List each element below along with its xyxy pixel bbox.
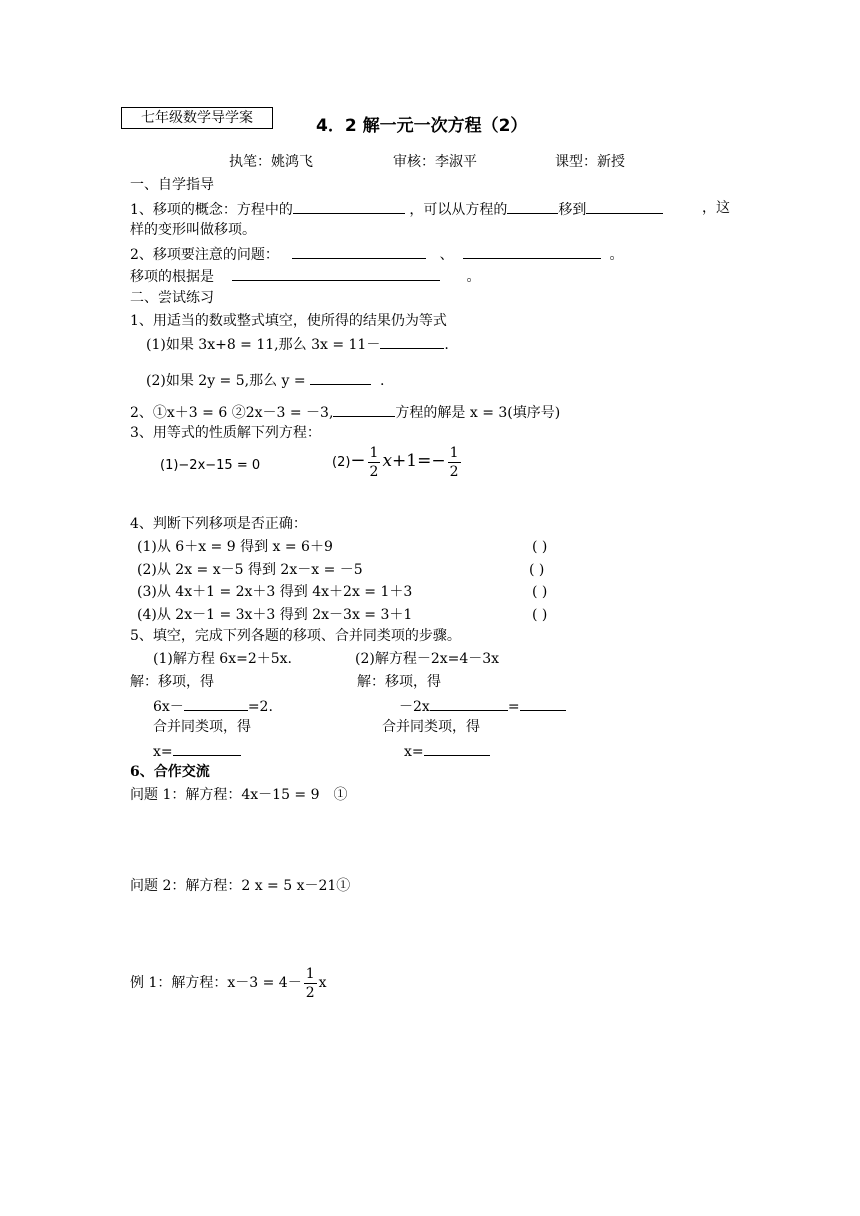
s5-left-x-label: x= — [153, 744, 173, 760]
s5-left-eq-a: 6x－ — [153, 699, 184, 715]
section6-heading: 6、合作交流 — [130, 764, 210, 780]
blank-p1-1[interactable] — [380, 334, 444, 349]
blank-s5-right-eq-2[interactable] — [520, 696, 566, 711]
judge-item-4: (4)从 2x－1 = 3x＋3 得到 2x－3x = 3＋1 — [137, 607, 413, 623]
q2-text: 2、移项要注意的问题： — [130, 247, 279, 263]
blank-p1-2[interactable] — [310, 370, 371, 385]
s5-left-merge: 合并同类项，得 — [153, 719, 251, 735]
fraction-denominator: 2 — [449, 463, 459, 480]
blank-q1-3[interactable] — [586, 199, 663, 214]
blank-q1-2[interactable] — [507, 199, 558, 214]
fraction-numerator: 1 — [369, 444, 379, 461]
q1-text-d: ，这 — [702, 200, 730, 216]
p1-2-line — [146, 370, 384, 390]
fraction-numerator: 1 — [449, 444, 459, 461]
p2-line — [130, 402, 560, 422]
reviewer-line: 审核：李淑平 — [393, 154, 477, 170]
fraction-denominator: 2 — [305, 984, 315, 1001]
s5-right-title: (2)解方程－2x=4－3x — [355, 651, 500, 667]
p2-text-a: 2、①x＋3 = 6 ②2x－3 = －3, — [130, 405, 334, 421]
p3-text: 3、用等式的性质解下列方程： — [130, 425, 321, 441]
grade-label-box: 七年级数学导学案 — [121, 107, 273, 129]
q3-end: 。 — [466, 269, 481, 285]
fraction-one-half-left — [368, 444, 381, 481]
problem-2: 问题 2：解方程：2 x = 5 x－21① — [130, 878, 351, 894]
judge-paren-4[interactable]: ( ) — [532, 607, 548, 623]
author-line: 执笔：姚鸿飞 — [229, 154, 313, 170]
p3-eq2-minus: − — [350, 450, 366, 471]
example-1-text-b: x — [318, 975, 327, 991]
s5-right-solution: 解：移项，得 — [357, 674, 441, 690]
q2-sep: 、 — [439, 247, 454, 263]
p3-eq2-label: (2) — [332, 455, 351, 470]
p1-1-line — [146, 334, 449, 354]
fraction-denominator: 2 — [369, 463, 379, 480]
blank-q1-1[interactable] — [293, 199, 405, 214]
example-1 — [130, 963, 327, 1003]
section1-heading: 一、自学指导 — [130, 177, 214, 193]
q3-text: 移项的根据是 — [130, 269, 214, 285]
p1-2-end: . — [380, 373, 385, 389]
s5-right-eq-a: －2x — [399, 699, 430, 715]
lesson-type-line: 课型：新授 — [555, 154, 625, 170]
blank-s5-right-eq-1[interactable] — [430, 696, 508, 711]
blank-s5-left-x[interactable] — [173, 741, 241, 756]
p1-1-end: . — [444, 337, 449, 353]
q1-line1 — [130, 199, 663, 219]
q3-line — [130, 266, 481, 286]
p3-eq2-x: x — [382, 451, 393, 471]
p2-text-b: 方程的解是 x = 3(填序号) — [395, 405, 561, 421]
example-1-text-a: 例 1：解方程：x－3 = 4－ — [130, 975, 302, 991]
section2-heading: 二、尝试练习 — [130, 290, 214, 306]
judge-paren-3[interactable]: ( ) — [532, 584, 548, 600]
q2-line — [130, 244, 623, 264]
s5-left-solution: 解：移项，得 — [130, 674, 214, 690]
s5-right-x — [404, 741, 490, 761]
s5-left-x — [153, 741, 241, 761]
q1-text-a: 1、移项的概念：方程中的 — [130, 202, 293, 218]
q1-line2: 样的变形叫做移项。 — [130, 222, 256, 238]
problem-1: 问题 1：解方程：4x－15 = 9 ① — [130, 787, 348, 803]
fraction-one-half-example — [304, 965, 317, 1002]
fraction-one-half-right — [448, 444, 461, 481]
judge-paren-2[interactable]: ( ) — [529, 562, 545, 578]
p3-eq2 — [332, 441, 463, 483]
s5-right-merge: 合并同类项，得 — [382, 719, 480, 735]
judge-item-1: (1)从 6＋x = 9 得到 x = 6＋9 — [137, 539, 333, 555]
p1-text: 1、用适当的数或整式填空，使所得的结果仍为等式 — [130, 313, 447, 329]
s5-left-title: (1)解方程 6x=2＋5x. — [153, 651, 292, 667]
p3-eq1: (1)−2x−15 = 0 — [160, 458, 261, 473]
q1-text-c: 移到 — [558, 202, 587, 218]
judge-item-2: (2)从 2x = x－5 得到 2x－x = －5 — [137, 562, 363, 578]
fraction-numerator: 1 — [305, 965, 315, 982]
judge-paren-1[interactable]: ( ) — [532, 539, 548, 555]
blank-s5-left-eq[interactable] — [184, 696, 248, 711]
s5-left-eq — [153, 696, 273, 716]
p3-eq2-rhs: +1=− — [392, 451, 446, 471]
s5-right-eq — [399, 696, 566, 716]
section4-heading: 4、判断下列移项是否正确： — [130, 516, 307, 532]
q1-text-b: ，可以从方程的 — [409, 202, 508, 218]
section5-heading: 5、填空，完成下列各题的移项、合并同类项的步骤。 — [130, 628, 461, 644]
page-title: 4．2 解一元一次方程（2） — [316, 116, 528, 136]
blank-p2[interactable] — [333, 402, 395, 417]
blank-q2-2[interactable] — [463, 244, 601, 259]
s5-right-eq-b: = — [507, 699, 520, 715]
judge-item-3: (3)从 4x＋1 = 2x＋3 得到 4x＋2x = 1＋3 — [137, 584, 413, 600]
q2-end: 。 — [609, 247, 624, 263]
blank-q3[interactable] — [232, 266, 440, 281]
blank-s5-right-x[interactable] — [424, 741, 490, 756]
s5-left-eq-b: =2. — [247, 699, 273, 715]
p1-1-text: (1)如果 3x+8 = 11,那么 3x = 11－ — [146, 337, 381, 353]
p1-2-text: (2)如果 2y = 5,那么 y = — [146, 373, 306, 389]
blank-q2-1[interactable] — [292, 244, 426, 259]
s5-right-x-label: x= — [404, 744, 424, 760]
